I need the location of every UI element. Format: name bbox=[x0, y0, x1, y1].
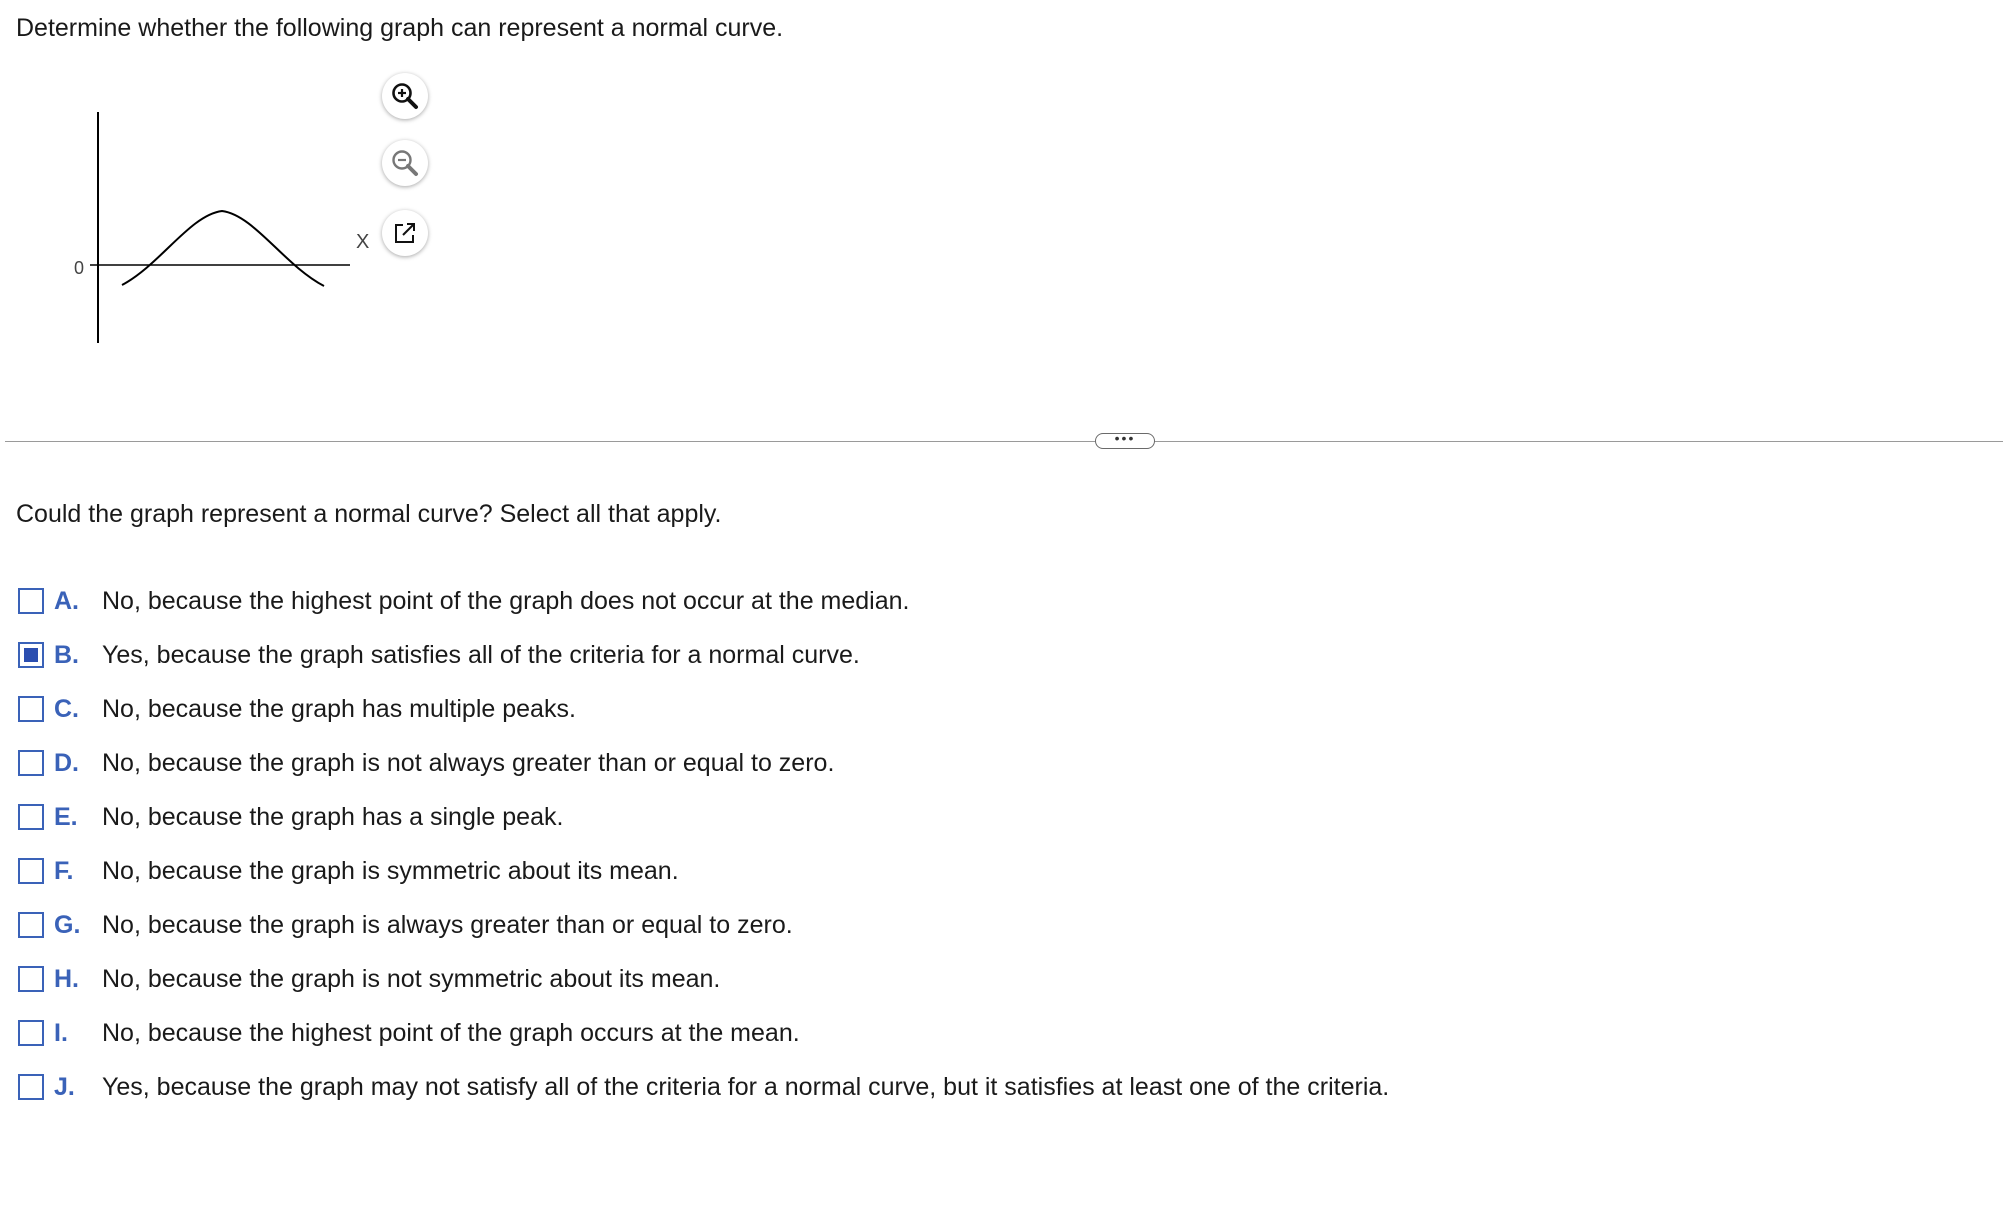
option-letter: C. bbox=[54, 694, 79, 723]
option-text: Yes, because the graph satisfies all of the criteria for a normal curve. bbox=[102, 640, 860, 669]
option-a[interactable] bbox=[18, 574, 1389, 628]
option-i[interactable] bbox=[18, 1006, 1389, 1060]
section-divider bbox=[5, 441, 2003, 442]
magnifier-minus-icon bbox=[390, 148, 420, 178]
option-b[interactable] bbox=[18, 628, 1389, 682]
option-letter: D. bbox=[54, 748, 79, 777]
option-e[interactable] bbox=[18, 790, 1389, 844]
option-d[interactable] bbox=[18, 736, 1389, 790]
option-h[interactable] bbox=[18, 952, 1389, 1006]
option-letter: H. bbox=[54, 964, 79, 993]
option-g[interactable] bbox=[18, 898, 1389, 952]
prompt-text: Could the graph represent a normal curve? Select all that apply. bbox=[16, 500, 722, 528]
checkbox-j[interactable] bbox=[18, 1074, 44, 1100]
option-letter: B. bbox=[54, 640, 79, 669]
option-letter: E. bbox=[54, 802, 78, 831]
checkbox-b[interactable] bbox=[18, 642, 44, 668]
option-text: No, because the graph has multiple peaks. bbox=[102, 694, 576, 723]
option-letter: I. bbox=[54, 1018, 68, 1047]
option-c[interactable] bbox=[18, 682, 1389, 736]
option-text: No, because the graph is not always greater than or equal to zero. bbox=[102, 748, 835, 777]
checkbox-g[interactable] bbox=[18, 912, 44, 938]
y-tick-label: 0 bbox=[74, 258, 85, 278]
open-in-new-window-button[interactable] bbox=[382, 210, 428, 256]
option-letter: G. bbox=[54, 910, 81, 939]
checkbox-e[interactable] bbox=[18, 804, 44, 830]
option-text: No, because the graph is symmetric about its mean. bbox=[102, 856, 679, 885]
external-link-icon bbox=[392, 220, 418, 246]
option-text: No, because the highest point of the graph does not occur at the median. bbox=[102, 586, 910, 615]
expand-more-button[interactable]: ••• bbox=[1095, 433, 1155, 449]
checkbox-d[interactable] bbox=[18, 750, 44, 776]
zoom-in-button[interactable] bbox=[382, 73, 428, 119]
option-text: No, because the graph is always greater than or equal to zero. bbox=[102, 910, 793, 939]
checkbox-f[interactable] bbox=[18, 858, 44, 884]
option-text: No, because the graph has a single peak. bbox=[102, 802, 564, 831]
option-letter: F. bbox=[54, 856, 74, 885]
zoom-out-button[interactable] bbox=[382, 140, 428, 186]
option-text: No, because the highest point of the graph occurs at the mean. bbox=[102, 1018, 800, 1047]
checkbox-h[interactable] bbox=[18, 966, 44, 992]
checkbox-i[interactable] bbox=[18, 1020, 44, 1046]
option-letter: J. bbox=[54, 1072, 75, 1101]
graph bbox=[60, 100, 380, 350]
checkbox-a[interactable] bbox=[18, 588, 44, 614]
answer-options bbox=[18, 574, 1389, 1114]
magnifier-plus-icon bbox=[390, 81, 420, 111]
graph-svg bbox=[60, 100, 380, 350]
question-text: Determine whether the following graph can represent a normal curve. bbox=[16, 14, 784, 42]
option-letter: A. bbox=[54, 586, 79, 615]
option-f[interactable] bbox=[18, 844, 1389, 898]
option-j[interactable] bbox=[18, 1060, 1389, 1114]
option-text: No, because the graph is not symmetric about its mean. bbox=[102, 964, 721, 993]
curve bbox=[122, 211, 324, 286]
x-axis-label: X bbox=[356, 231, 370, 253]
option-text: Yes, because the graph may not satisfy all of the criteria for a normal curve, but it satisfies at least one of the criteria. bbox=[102, 1072, 1390, 1101]
checkbox-c[interactable] bbox=[18, 696, 44, 722]
